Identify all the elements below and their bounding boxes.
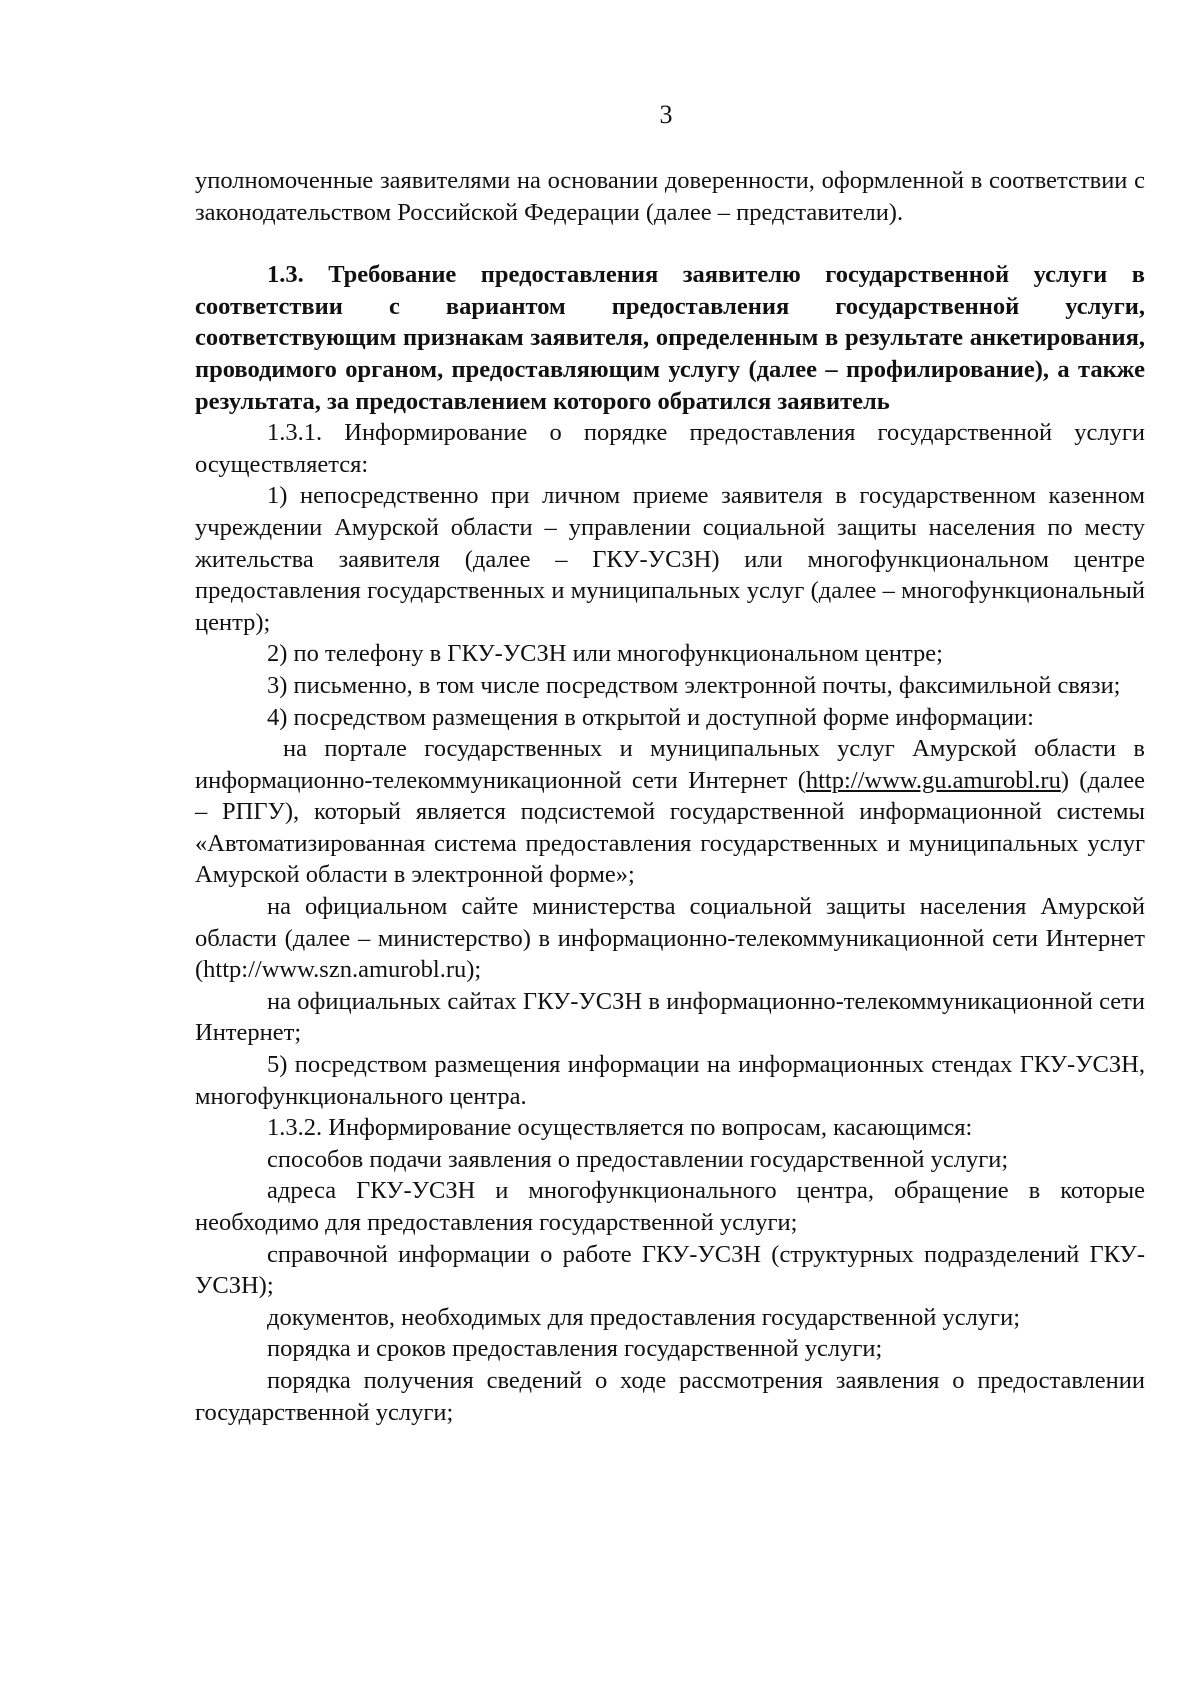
paragraph-portal bbox=[195, 733, 1145, 891]
list-item-5: 5) посредством размещения информации на информационных стендах ГКУ-УСЗН, многофункционального центра. bbox=[195, 1051, 1145, 1110]
paragraph-1-3-2: 1.3.2. Информирование осуществляется по вопросам, касающимся: bbox=[267, 1114, 973, 1142]
document-body bbox=[195, 165, 1145, 1428]
topic-item-2: адреса ГКУ-УСЗН и многофункционального центра, обращение в которые необходимо для предоставления государственной услуги; bbox=[195, 1177, 1145, 1236]
paragraph-representatives: уполномоченные заявителями на основании доверенности, оформленной в соответствии с законодательством Российской Федерации (далее – представители). bbox=[195, 167, 1145, 226]
topic-item-1: способов подачи заявления о предоставлении государственной услуги; bbox=[267, 1145, 1009, 1173]
paragraph-1-3-1: 1.3.1. Информирование о порядке предоставления государственной услуги осуществляется: bbox=[195, 419, 1145, 478]
section-heading-1-3: 1.3. Требование предоставления заявителю государственной услуги в соответствии с вариантом предоставления государственной услуги, соответствующим признакам заявителя, определенным в результате анкетирования, проводимого органом, предоставляющим услугу (далее – профилирование), а также результата, за предоставлением которого обратился заявитель bbox=[195, 261, 1145, 415]
list-item-3: 3) письменно, в том числе посредством электронной почты, факсимильной связи; bbox=[267, 671, 1121, 699]
list-item-2: 2) по телефону в ГКУ-УСЗН или многофункциональном центре; bbox=[267, 640, 943, 668]
topic-item-4: документов, необходимых для предоставления государственной услуги; bbox=[267, 1303, 1021, 1331]
paragraph-uszn-sites: на официальных сайтах ГКУ-УСЗН в информационно-телекоммуникационной сети Интернет; bbox=[195, 987, 1145, 1047]
topic-item-3: справочной информации о работе ГКУ-УСЗН (структурных подразделений ГКУ-УСЗН); bbox=[195, 1240, 1145, 1300]
paragraph-ministry-site: на официальном сайте министерства социальной защиты населения Амурской области (далее – министерство) в информационно-телекоммуникационной сети Интернет (http://www.szn.amurobl.ru); bbox=[195, 893, 1145, 984]
topic-item-6: порядка получения сведений о ходе рассмотрения заявления о предоставлении государственной услуги; bbox=[195, 1366, 1145, 1426]
topic-item-5: порядка и сроков предоставления государственной услуги; bbox=[267, 1335, 883, 1363]
list-item-4: 4) посредством размещения в открытой и доступной форме информации: bbox=[267, 703, 1034, 731]
portal-link[interactable]: http://www.gu.amurobl.ru bbox=[805, 766, 1061, 794]
portal-text-end: ) (далее – РПГУ), который является подсистемой государственной информационной системы «Автоматизированная система предоставления государственных и муниципальных услуг Амурской области в электронной форме»; bbox=[195, 766, 1145, 889]
portal-text-start: на портале государственных и муниципальных услуг Амурской области в информационно-телекоммуникационной сети Интернет ( bbox=[195, 735, 1145, 794]
page-number: 3 bbox=[659, 100, 673, 129]
list-item-1: 1) непосредственно при личном приеме заявителя в государственном казенном учреждении Амурской области – управлении социальной защиты населения по месту жительства заявителя (далее – ГКУ-УСЗН) или многофункциональном центре предоставления государственных и муниципальных услуг (далее – многофункциональный центр); bbox=[195, 482, 1145, 636]
